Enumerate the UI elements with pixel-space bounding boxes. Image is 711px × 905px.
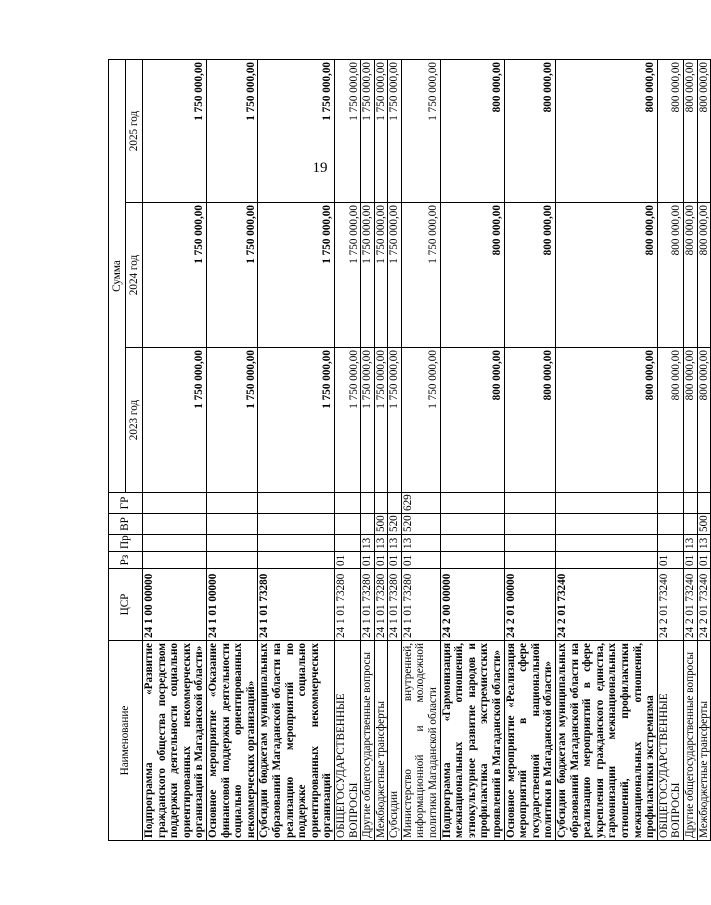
- page-number: 19: [312, 160, 328, 176]
- cell-y2025: 1 750 000,00: [388, 59, 402, 202]
- cell-y2023: 800 000,00: [657, 348, 683, 493]
- cell-name: Другие общегосударственные вопросы: [683, 641, 697, 841]
- cell-pr: [556, 535, 658, 552]
- cell-vr: [440, 514, 504, 535]
- table-row: [388, 59, 402, 840]
- cell-csr: 24 1 01 73280: [334, 569, 360, 641]
- cell-pr: 13: [697, 535, 711, 552]
- cell-y2025: 1 750 000,00: [206, 59, 257, 202]
- cell-y2025: 800 000,00: [440, 59, 504, 202]
- cell-y2023: 800 000,00: [440, 348, 504, 493]
- cell-y2023: 800 000,00: [504, 348, 555, 493]
- cell-vr: 520: [401, 514, 440, 535]
- cell-y2024: 1 750 000,00: [334, 203, 360, 348]
- table-row: [504, 59, 555, 840]
- cell-vr: [206, 514, 257, 535]
- cell-csr: 24 1 01 73280: [388, 569, 402, 641]
- cell-name: Основное мероприятие «Реализация мероприятий в сфере государственной национальной политики в Магаданской области»: [504, 641, 555, 841]
- header-vr: ВР: [109, 514, 143, 535]
- table-row: [697, 59, 711, 840]
- cell-pr: [206, 535, 257, 552]
- header-year-2025: 2025 год: [126, 59, 143, 202]
- cell-y2024: 1 750 000,00: [374, 203, 388, 348]
- cell-y2023: 1 750 000,00: [334, 348, 360, 493]
- header-year-2024: 2024 год: [126, 203, 143, 348]
- cell-name: Субсидии бюджетам муниципальных образований Магаданской области на реализацию мероприятий по поддержке социально ориентированных некоммерческих организаций: [258, 641, 335, 841]
- cell-vr: [504, 514, 555, 535]
- cell-y2023: 1 750 000,00: [143, 348, 207, 493]
- table-row: [206, 59, 257, 840]
- cell-gr: [388, 493, 402, 514]
- cell-rz: 01: [657, 552, 683, 569]
- cell-y2023: 1 750 000,00: [374, 348, 388, 493]
- cell-gr: [361, 493, 375, 514]
- cell-csr: 24 1 01 73280: [258, 569, 335, 641]
- cell-vr: [334, 514, 360, 535]
- cell-rz: 01: [334, 552, 360, 569]
- cell-rz: 01: [401, 552, 440, 569]
- cell-y2024: 800 000,00: [504, 203, 555, 348]
- cell-rz: [143, 552, 207, 569]
- cell-csr: 24 2 00 00000: [440, 569, 504, 641]
- cell-y2025: 800 000,00: [657, 59, 683, 202]
- cell-name: Подпрограмма «Развитие гражданского общества посредством поддержки деятельности социально ориентированных некоммерческих организаций в Магаданской области»: [143, 641, 207, 841]
- cell-name: Межбюджетные трансферты: [697, 641, 711, 841]
- cell-csr: 24 2 01 00000: [504, 569, 555, 641]
- cell-gr: [143, 493, 207, 514]
- cell-name: Межбюджетные трансферты: [374, 641, 388, 841]
- cell-y2025: 1 750 000,00: [374, 59, 388, 202]
- cell-vr: [361, 514, 375, 535]
- header-csr: ЦСР: [109, 569, 143, 641]
- cell-csr: 24 2 01 73240: [657, 569, 683, 641]
- table-row: [556, 59, 658, 840]
- cell-y2023: 1 750 000,00: [361, 348, 375, 493]
- cell-vr: [258, 514, 335, 535]
- cell-y2025: 800 000,00: [556, 59, 658, 202]
- cell-rz: [206, 552, 257, 569]
- cell-vr: 500: [374, 514, 388, 535]
- cell-y2024: 1 750 000,00: [258, 203, 335, 348]
- cell-vr: 500: [697, 514, 711, 535]
- table-row: [657, 59, 683, 840]
- cell-y2023: 800 000,00: [683, 348, 697, 493]
- cell-gr: [440, 493, 504, 514]
- cell-y2025: 800 000,00: [697, 59, 711, 202]
- cell-vr: [143, 514, 207, 535]
- cell-y2023: 800 000,00: [556, 348, 658, 493]
- cell-gr: [334, 493, 360, 514]
- cell-rz: [258, 552, 335, 569]
- cell-vr: 520: [388, 514, 402, 535]
- cell-pr: 13: [388, 535, 402, 552]
- cell-y2024: 1 750 000,00: [206, 203, 257, 348]
- budget-table: [108, 59, 711, 841]
- cell-y2023: 1 750 000,00: [388, 348, 402, 493]
- cell-csr: 24 1 01 00000: [206, 569, 257, 641]
- cell-gr: [556, 493, 658, 514]
- cell-csr: 24 2 01 73240: [556, 569, 658, 641]
- cell-gr: [657, 493, 683, 514]
- cell-y2023: 1 750 000,00: [206, 348, 257, 493]
- cell-pr: [334, 535, 360, 552]
- table-row: [143, 59, 207, 840]
- cell-y2023: 1 750 000,00: [258, 348, 335, 493]
- cell-pr: [258, 535, 335, 552]
- table-header-row-1: [109, 59, 126, 840]
- table-row: [683, 59, 697, 840]
- cell-vr: [556, 514, 658, 535]
- cell-y2025: 1 750 000,00: [334, 59, 360, 202]
- cell-rz: 01: [388, 552, 402, 569]
- cell-y2025: 1 750 000,00: [401, 59, 440, 202]
- cell-y2024: 1 750 000,00: [143, 203, 207, 348]
- cell-y2024: 800 000,00: [556, 203, 658, 348]
- cell-csr: 24 1 00 00000: [143, 569, 207, 641]
- cell-csr: 24 1 01 73280: [361, 569, 375, 641]
- cell-rz: 01: [374, 552, 388, 569]
- cell-pr: [657, 535, 683, 552]
- cell-y2024: 800 000,00: [697, 203, 711, 348]
- cell-y2024: 800 000,00: [683, 203, 697, 348]
- table-row: [374, 59, 388, 840]
- cell-name: ОБЩЕГОСУДАРСТВЕННЫЕ ВОПРОСЫ: [334, 641, 360, 841]
- cell-gr: 629: [401, 493, 440, 514]
- cell-vr: [657, 514, 683, 535]
- table-row: [440, 59, 504, 840]
- table-row: [361, 59, 375, 840]
- table-row: [401, 59, 440, 840]
- cell-gr: [206, 493, 257, 514]
- header-pr: Пр: [109, 535, 143, 552]
- header-year-2023: 2023 год: [126, 348, 143, 493]
- cell-rz: 01: [683, 552, 697, 569]
- cell-name: Подпрограмма «Гармонизация межнациональных отношений, этнокультурное развитие народов и профилактика экстремистских проявлений в Магаданской области»: [440, 641, 504, 841]
- cell-rz: [504, 552, 555, 569]
- cell-y2024: 800 000,00: [440, 203, 504, 348]
- cell-y2025: 1 750 000,00: [143, 59, 207, 202]
- cell-gr: [697, 493, 711, 514]
- header-name: Наименование: [109, 641, 143, 841]
- cell-pr: 13: [361, 535, 375, 552]
- cell-csr: 24 2 01 73240: [697, 569, 711, 641]
- table-row: [258, 59, 335, 840]
- cell-name: Основное мероприятие «Оказание финансовой поддержки деятельности социально ориентированных некоммерческих организаций»: [206, 641, 257, 841]
- cell-pr: [143, 535, 207, 552]
- cell-pr: [504, 535, 555, 552]
- cell-gr: [374, 493, 388, 514]
- cell-y2025: 1 750 000,00: [258, 59, 335, 202]
- cell-csr: 24 2 01 73240: [683, 569, 697, 641]
- cell-rz: 01: [361, 552, 375, 569]
- cell-rz: [556, 552, 658, 569]
- header-sum: Сумма: [109, 59, 126, 492]
- cell-name: Другие общегосударственные вопросы: [361, 641, 375, 841]
- table-body: [143, 59, 711, 840]
- header-rz: Рз: [109, 552, 143, 569]
- cell-pr: [440, 535, 504, 552]
- cell-pr: 13: [683, 535, 697, 552]
- cell-name: Министерство внутренней, информационной и молодежной политики Магаданской области: [401, 641, 440, 841]
- cell-csr: 24 1 01 73280: [374, 569, 388, 641]
- cell-gr: [258, 493, 335, 514]
- cell-vr: [683, 514, 697, 535]
- cell-gr: [683, 493, 697, 514]
- table-row: [334, 59, 360, 840]
- cell-pr: 13: [374, 535, 388, 552]
- cell-gr: [504, 493, 555, 514]
- cell-csr: 24 1 01 73280: [401, 569, 440, 641]
- cell-y2023: 800 000,00: [697, 348, 711, 493]
- cell-y2025: 800 000,00: [683, 59, 697, 202]
- cell-name: Субсидии бюджетам муниципальных образований Магаданской области на реализацию мероприятий в сфере укрепления гражданского единства, гармонизации межнациональных отношений, профилактики межнациональных отношений, профилактики экстремизма: [556, 641, 658, 841]
- cell-y2024: 1 750 000,00: [401, 203, 440, 348]
- header-gr: ГР: [109, 493, 143, 514]
- cell-y2024: 1 750 000,00: [361, 203, 375, 348]
- cell-rz: [440, 552, 504, 569]
- cell-pr: 13: [401, 535, 440, 552]
- cell-name: Субсидии: [388, 641, 402, 841]
- cell-y2024: 1 750 000,00: [388, 203, 402, 348]
- cell-y2024: 800 000,00: [657, 203, 683, 348]
- cell-y2025: 1 750 000,00: [361, 59, 375, 202]
- cell-name: ОБЩЕГОСУДАРСТВЕННЫЕ ВОПРОСЫ: [657, 641, 683, 841]
- cell-y2025: 800 000,00: [504, 59, 555, 202]
- cell-y2023: 1 750 000,00: [401, 348, 440, 493]
- rotated-table-container: [108, 60, 710, 841]
- cell-rz: 01: [697, 552, 711, 569]
